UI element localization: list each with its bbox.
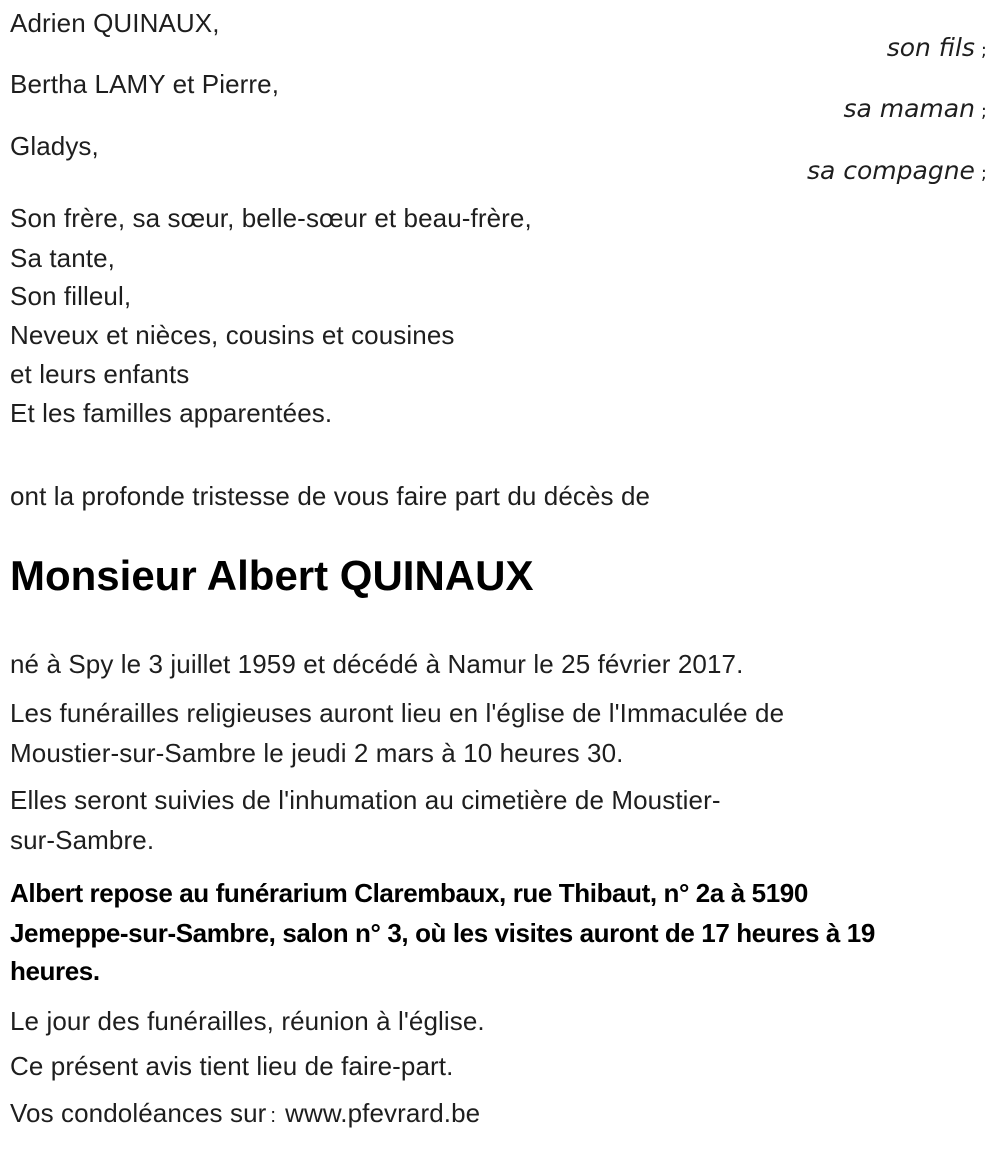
family-line-5: et leurs enfants: [10, 359, 190, 389]
condolences-line: [10, 1100, 480, 1129]
burial-line-1: Elles seront suivies de l'inhumation au cimetière de Moustier-: [10, 785, 721, 815]
party-name-2: Bertha LAMY et Pierre,: [10, 69, 280, 99]
party-name-1: Adrien QUINAUX,: [10, 8, 220, 38]
avis-line: Ce présent avis tient lieu de faire-part.: [10, 1051, 454, 1081]
party-name-3: Gladys,: [10, 131, 99, 161]
repose-line-2: Jemeppe-sur-Sambre, salon n° 3, où les visites auront de 17 heures à 19: [10, 918, 875, 948]
family-line-4: Neveux et nièces, cousins et cousines: [10, 320, 455, 350]
relation-semicolon: ;: [980, 40, 987, 61]
party-relation-1: [887, 35, 987, 64]
intro-line: ont la profonde tristesse de vous faire part du décès de: [10, 481, 651, 511]
repose-line-3: heures.: [10, 956, 100, 986]
burial-line-2: sur-Sambre.: [10, 825, 155, 855]
meeting-line: Le jour des funérailles, réunion à l'église.: [10, 1006, 485, 1036]
relation-semicolon: ;: [980, 101, 987, 122]
relation-text: sa compagne: [806, 156, 975, 185]
family-line-1: Son frère, sa sœur, belle-sœur et beau-frère,: [10, 203, 532, 233]
relation-text: sa maman: [843, 94, 975, 123]
life-dates-line: né à Spy le 3 juillet 1959 et décédé à Namur le 25 février 2017.: [10, 649, 744, 679]
party-relation-2: [843, 96, 987, 125]
family-line-2: Sa tante,: [10, 243, 115, 273]
repose-line-1: Albert repose au funérarium Clarembaux, rue Thibaut, n° 2a à 5190: [10, 878, 808, 908]
family-line-3: Son filleul,: [10, 281, 132, 311]
family-line-6: Et les familles apparentées.: [10, 398, 333, 428]
funeral-line-2: Moustier-sur-Sambre le jeudi 2 mars à 10 heures 30.: [10, 738, 624, 768]
relation-text: son fils: [886, 33, 975, 62]
condolences-label: Vos condoléances sur: [10, 1098, 267, 1128]
party-relation-3: [807, 158, 987, 187]
relation-semicolon: ;: [980, 163, 987, 184]
condolences-colon: :: [270, 1105, 277, 1127]
funeral-line-1: Les funérailles religieuses auront lieu en l'église de l'Immaculée de: [10, 698, 785, 728]
deceased-name-heading: Monsieur Albert QUINAUX: [10, 552, 534, 599]
condolences-url-link[interactable]: www.pfevrard.be: [285, 1098, 481, 1128]
